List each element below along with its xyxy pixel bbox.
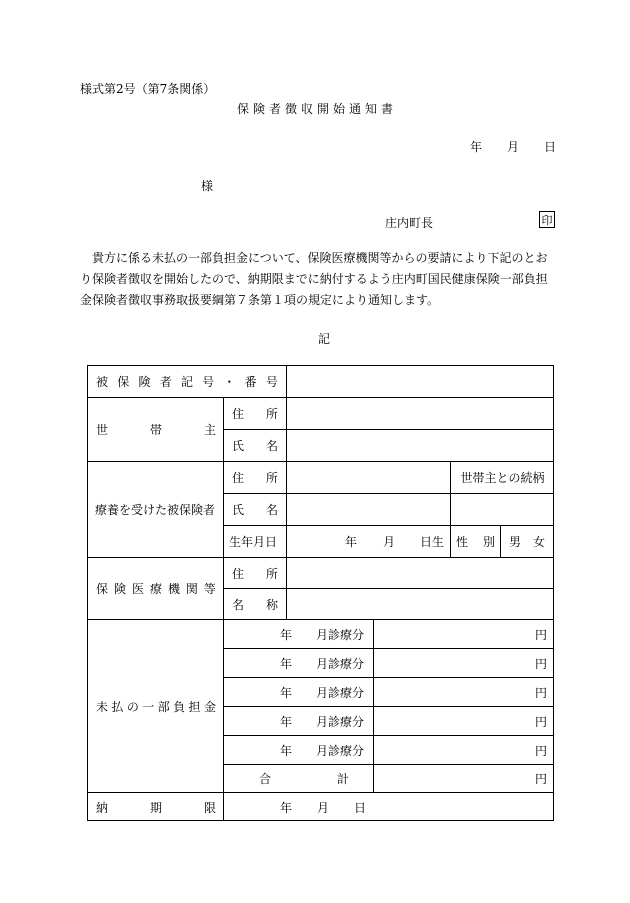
unpaid-amount-cell-4[interactable] — [373, 706, 554, 735]
dob-day-label: 日生 — [420, 535, 445, 549]
householder-label: 世 帯 主 — [96, 423, 216, 437]
institution-name-field[interactable] — [286, 588, 554, 619]
unpaid-month-cell-4[interactable] — [223, 706, 373, 735]
patient-address-label: 住 所 — [232, 471, 278, 485]
householder-name-label: 氏 名 — [232, 439, 278, 453]
unpaid-month-cell-1[interactable] — [223, 619, 373, 648]
patient-name-label-cell — [223, 493, 286, 525]
insured-number-field[interactable] — [286, 365, 554, 397]
unpaid-yen-label-3: 円 — [534, 685, 547, 700]
sex-label: 性 別 — [456, 535, 495, 549]
unpaid-yen-label-5: 円 — [534, 743, 547, 758]
unpaid-year-label-1: 年 — [280, 627, 293, 642]
patient-name-field[interactable] — [286, 493, 450, 525]
seal-mark: 印 — [539, 211, 555, 228]
dob-month-label: 月 — [383, 535, 396, 549]
deadline-year-label: 年 — [280, 800, 293, 815]
unpaid-amount-cell-3[interactable] — [373, 677, 554, 706]
insured-number-label-cell — [87, 365, 286, 397]
dob-year-label: 年 — [345, 535, 358, 549]
institution-name-label: 名 称 — [232, 597, 278, 612]
patient-label: 療養を受けた被保険者 — [95, 503, 216, 517]
dob-label: 生年月日 — [229, 535, 278, 549]
notice-table — [87, 365, 554, 821]
unpaid-year-label-4: 年 — [280, 714, 293, 729]
unpaid-month-cell-2[interactable] — [223, 648, 373, 677]
patient-label-cell — [87, 461, 223, 557]
form-number: 様式第2号（第7条関係） — [80, 82, 216, 96]
unpaid-month-cell-5[interactable] — [223, 735, 373, 764]
document-title: 保険者徴収開始通知書 — [237, 102, 398, 116]
institution-address-label-cell — [223, 557, 286, 588]
unpaid-month-label-2: 月診療分 — [316, 656, 365, 671]
householder-address-label-cell — [223, 397, 286, 429]
unpaid-amount-cell-1[interactable] — [373, 619, 554, 648]
institution-address-field[interactable] — [286, 557, 554, 588]
total-label-cell — [223, 764, 373, 792]
deadline-field[interactable] — [223, 792, 554, 821]
householder-name-field[interactable] — [286, 429, 554, 461]
patient-address-label-cell — [223, 461, 286, 493]
unpaid-amount-cell-5[interactable] — [373, 735, 554, 764]
deadline-label-cell — [87, 792, 223, 821]
total-amount-cell[interactable] — [373, 764, 554, 792]
sex-male-option[interactable]: 男 — [509, 535, 522, 549]
notice-body: 貴方に係る未払の一部負担金について、保険医療機関等からの要請により下記のとおり保険者徴収を開始したので、納期限までに納付するよう庄内町国民健康保険一部負担金保険者徴収事務取扱要綱第７条第１項の規定により通知します。 — [80, 251, 548, 307]
unpaid-label: 未 払 の 一 部 負 担 金 — [96, 699, 216, 714]
householder-name-label-cell — [223, 429, 286, 461]
sex-female-option[interactable]: 女 — [532, 535, 545, 549]
unpaid-month-label-5: 月診療分 — [316, 743, 365, 758]
unpaid-year-label-2: 年 — [280, 656, 293, 671]
institution-name-label-cell — [223, 588, 286, 619]
householder-address-label: 住 所 — [232, 407, 278, 421]
unpaid-amount-cell-2[interactable] — [373, 648, 554, 677]
sex-field[interactable] — [500, 525, 554, 557]
relation-label-cell — [450, 461, 554, 493]
relation-field[interactable] — [450, 493, 554, 525]
unpaid-label-cell — [87, 619, 223, 792]
unpaid-yen-label-4: 円 — [534, 714, 547, 729]
unpaid-year-label-5: 年 — [280, 743, 293, 758]
patient-address-field[interactable] — [286, 461, 450, 493]
institution-address-label: 住 所 — [232, 566, 278, 581]
dob-label-cell — [223, 525, 286, 557]
date-month-label: 月 — [507, 140, 520, 154]
unpaid-yen-label-2: 円 — [534, 656, 547, 671]
total-label-second-char: 計 — [337, 772, 350, 786]
date-day-label: 日 — [544, 140, 557, 154]
deadline-month-label: 月 — [317, 800, 330, 815]
householder-address-field[interactable] — [286, 397, 554, 429]
unpaid-yen-label-1: 円 — [534, 627, 547, 642]
householder-label-cell — [87, 397, 223, 461]
ki-heading: 記 — [318, 332, 331, 346]
date-year-label: 年 — [470, 140, 483, 154]
issuer-name: 庄内町長 — [385, 216, 434, 230]
unpaid-month-label-3: 月診療分 — [316, 685, 365, 700]
insured-number-label: 被 保 険 者 記 号 ・ 番 号 — [96, 375, 278, 389]
deadline-day-label: 日 — [354, 800, 367, 815]
relation-label: 世帯主との続柄 — [460, 471, 545, 485]
sex-label-cell — [450, 525, 500, 557]
addressee-suffix: 様 — [201, 179, 214, 193]
dob-field[interactable] — [286, 525, 450, 557]
patient-name-label: 氏 名 — [232, 503, 278, 517]
institution-label: 保 険 医 療 機 関 等 — [96, 582, 216, 596]
unpaid-month-cell-3[interactable] — [223, 677, 373, 706]
unpaid-month-label-1: 月診療分 — [316, 627, 365, 642]
total-yen-label: 円 — [534, 772, 547, 786]
total-label-first-char: 合 — [259, 772, 272, 786]
unpaid-year-label-3: 年 — [280, 685, 293, 700]
institution-label-cell — [87, 557, 223, 619]
unpaid-month-label-4: 月診療分 — [316, 714, 365, 729]
deadline-label: 納 期 限 — [96, 800, 216, 815]
